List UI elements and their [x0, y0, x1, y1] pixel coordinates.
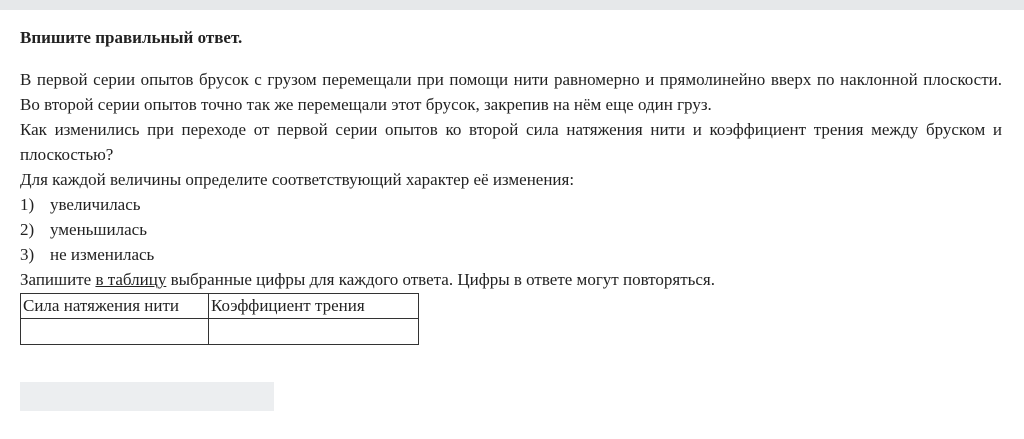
task-paragraph-1: В первой серии опытов брусок с грузом перемещали при помощи нити равномерно и прямолинейно вверх по наклонной плоскости. Во второй серии опытов точно так же перемещали этот брусок, закрепив на нём еще один груз.: [20, 70, 1002, 114]
instruction: [20, 267, 1002, 292]
instruction-start: Запишите: [20, 270, 96, 289]
option-2: [20, 217, 1002, 242]
option-1: [20, 192, 1002, 217]
answer-cell-friction: [209, 319, 419, 345]
task-paragraph-3: Для каждой величины определите соответствующий характер её изменения:: [20, 170, 575, 189]
option-3: [20, 242, 1002, 267]
table-answer-row: [21, 319, 419, 345]
task-heading: Впишите правильный ответ.: [20, 28, 243, 47]
answer-table: [20, 293, 419, 345]
table-header-row: [21, 294, 419, 319]
answer-cell-tension: [21, 319, 209, 345]
option-text: уменьшилась: [50, 220, 147, 239]
option-text: не изменилась: [50, 245, 155, 264]
header-friction: Коэффициент трения: [209, 294, 419, 319]
option-text: увеличилась: [50, 195, 141, 214]
option-number: 2): [20, 220, 35, 239]
instruction-end: выбранные цифры для каждого ответа. Цифры в ответе могут повторяться.: [166, 270, 715, 289]
option-number: 1): [20, 195, 35, 214]
task-content: [20, 26, 1002, 345]
task-paragraph-2: Как изменились при переходе от первой серии опытов ко второй сила натяжения нити и коэффициент трения между бруском и плоскостью?: [20, 120, 1002, 164]
top-bar: [0, 0, 1024, 10]
table-link[interactable]: в таблицу: [95, 270, 167, 289]
header-tension: Сила натяжения нити: [21, 294, 209, 319]
answer-input[interactable]: [20, 382, 274, 411]
option-number: 3): [20, 245, 35, 264]
